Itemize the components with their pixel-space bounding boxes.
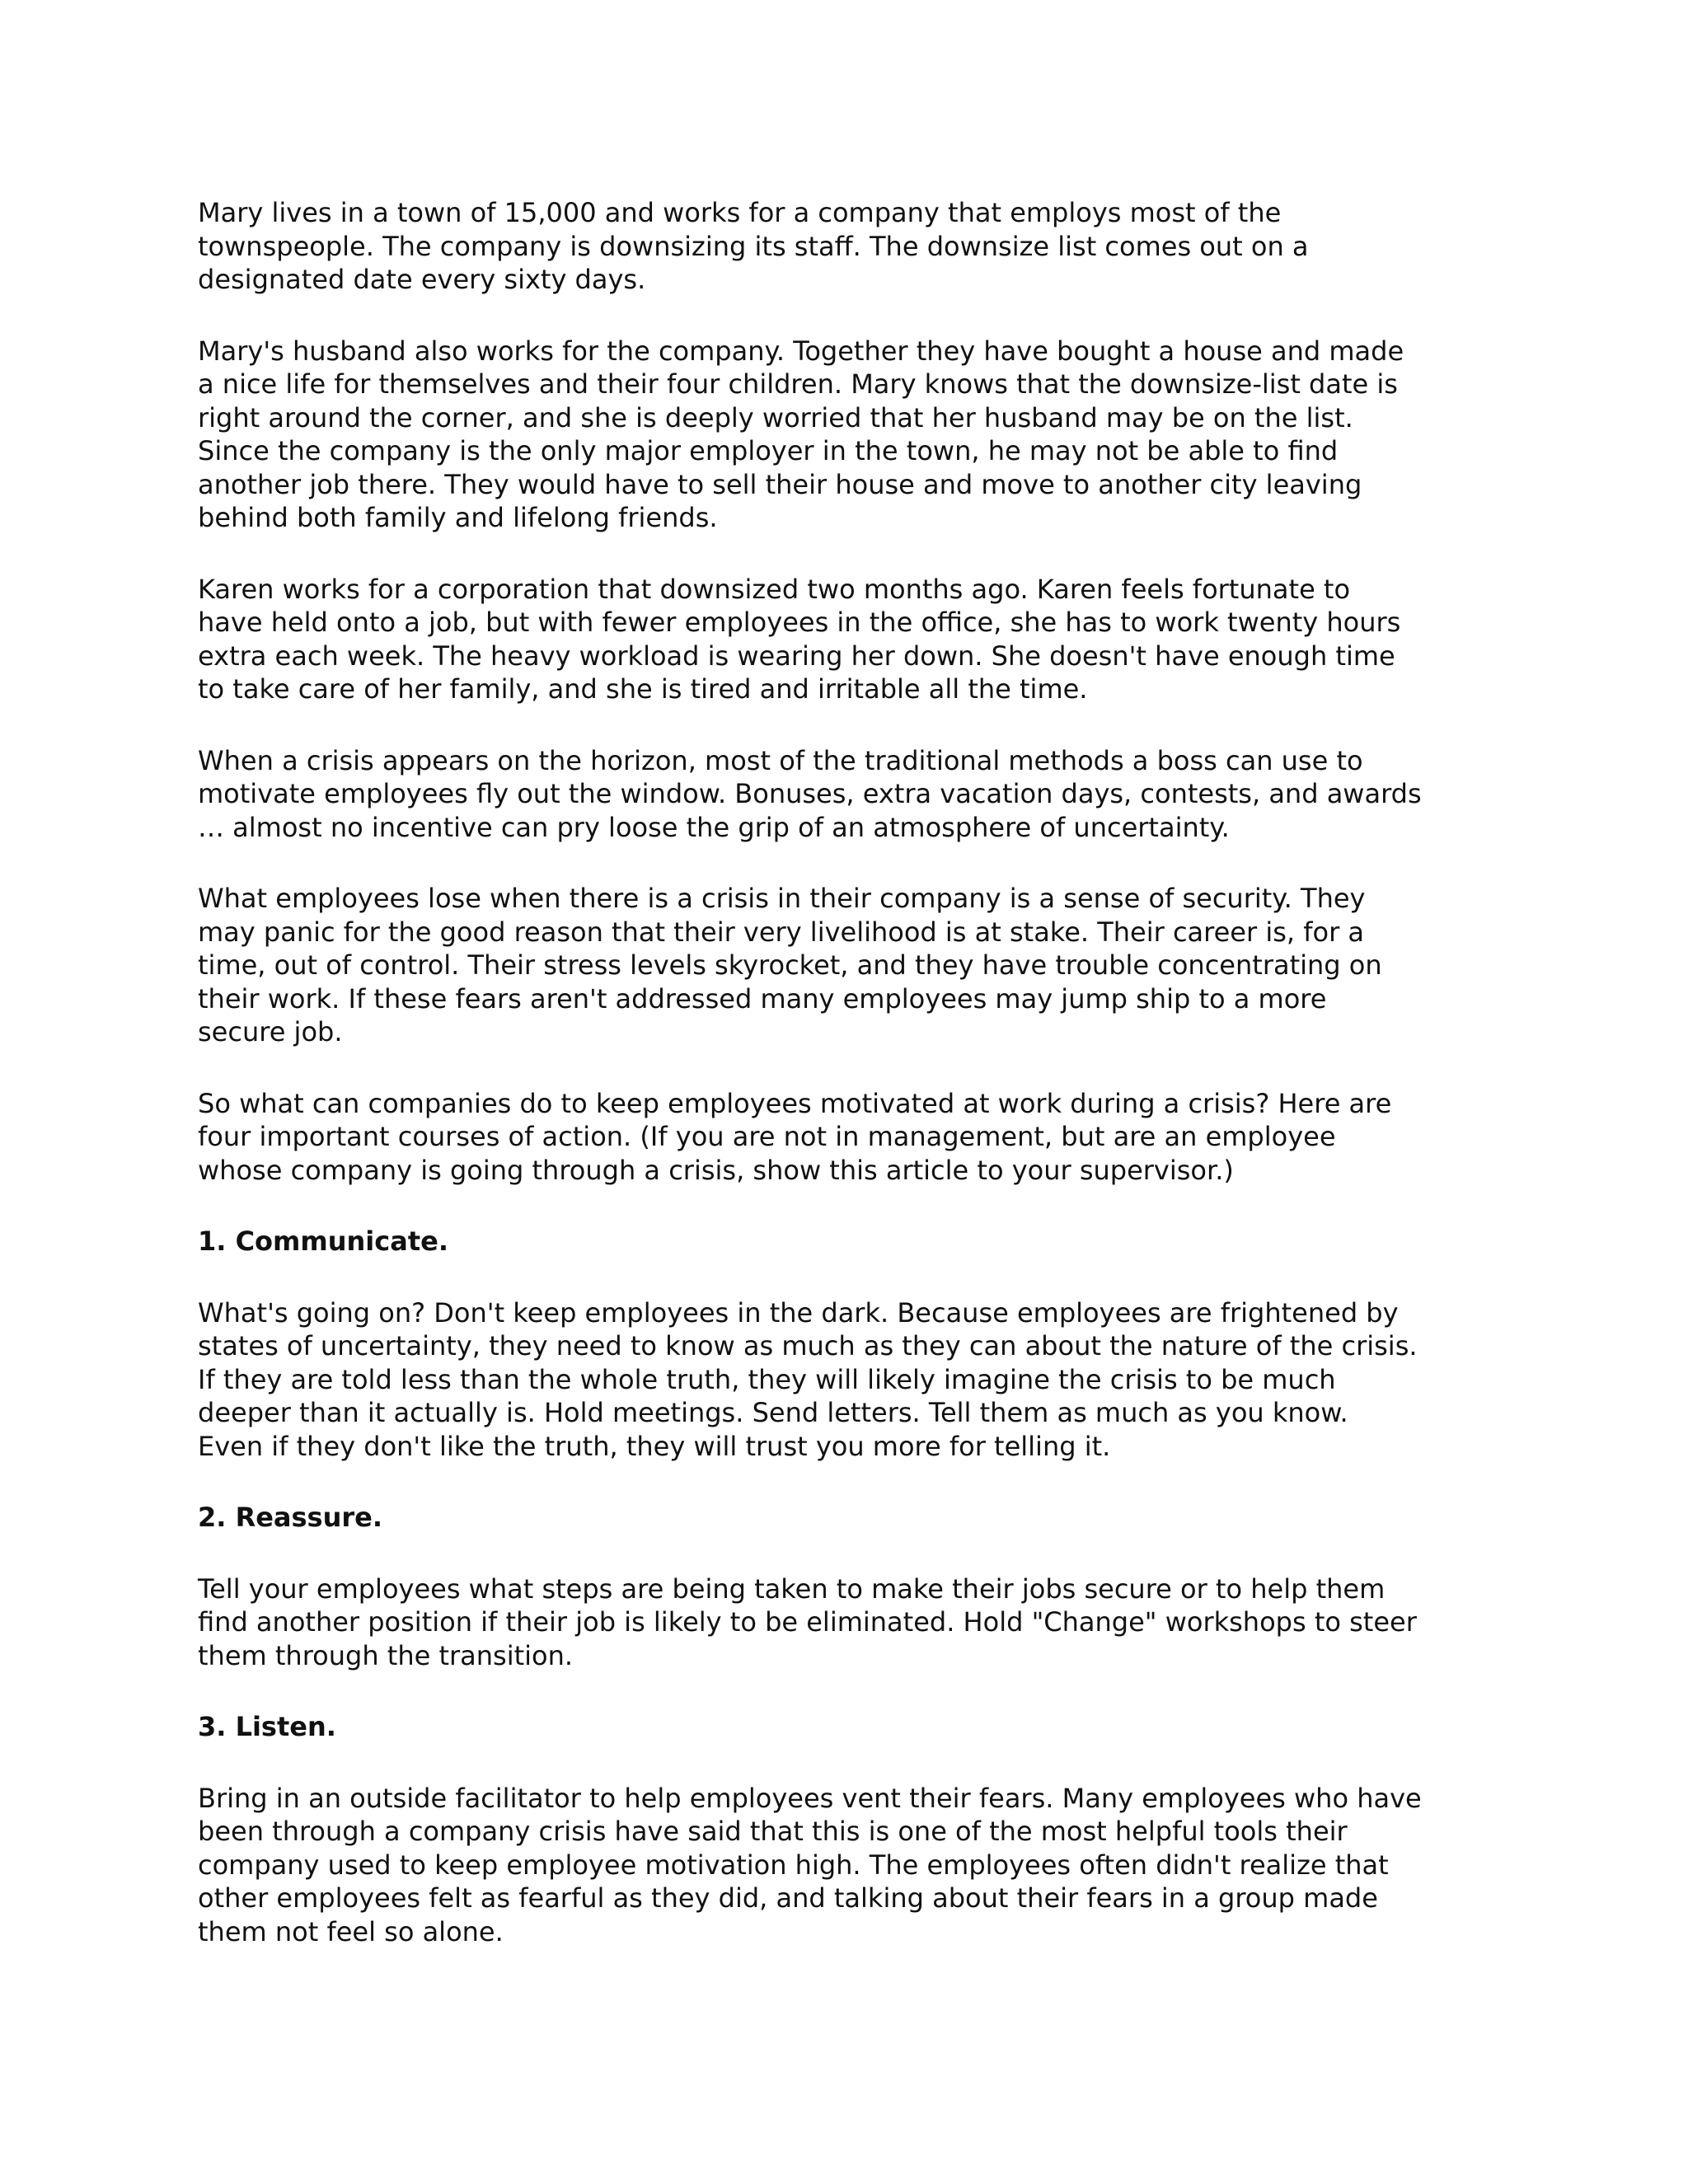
paragraph-sense-of-security: What employees lose when there is a crisis in their company is a sense of security. They may panic for the good reason that their very livelihood is at stake. Their career is, for a time, out of control. Their stress levels skyrocket, and they have trouble concentrating on their work. If these fears aren't addressed many employees may jump ship to a more secure job. (198, 883, 1382, 1047)
paragraph-mary-husband: Mary's husband also works for the company. Together they have bought a house and made a nice life for themselves and their four children. Mary knows that the downsize-list date is right around the corner, and she is deeply worried that her husband may be on the list. Since the company is the only major employer in the town, he may not be able to find another job there. They would have to sell their house and move to another city leaving behind both family and lifelong friends. (198, 335, 1404, 533)
section-body-listen: Bring in an outside facilitator to help employees vent their fears. Many employees who have been through a company crisis have said that this is one of the most helpful tools their company used to keep employee motivation high. The employees often didn't realize that other employees felt as fearful as they did, and talking about their fears in a group made them not feel so alone. (198, 1782, 1422, 1947)
document-page (198, 196, 1508, 1986)
section-body-communicate: What's going on? Don't keep employees in the dark. Because employees are frightened by states of uncertainty, they need to know as much as they can about the nature of the crisis. If they are told less than the whole truth, they will likely imagine the crisis to be much deeper than it actually is. Hold meetings. Send letters. Tell them as much as you know. Even if they don't like the truth, they will trust you more for telling it. (198, 1296, 1418, 1462)
section-heading-listen: 3. Listen. (198, 1711, 336, 1742)
paragraph-courses-of-action: So what can companies do to keep employees motivated at work during a crisis? Here are four important courses of action. (If you are not in management, but are an employee whose company is going through a crisis, show this article to your supervisor.) (198, 1087, 1392, 1186)
section-body-reassure: Tell your employees what steps are being taken to make their jobs secure or to help them find another position if their job is likely to be eliminated. Hold "Change" workshops to steer them through the transition. (198, 1572, 1417, 1671)
paragraph-crisis-horizon: When a crisis appears on the horizon, most of the traditional methods a boss can use to motivate employees fly out the window. Bonuses, extra vacation days, contests, and awards … almost no incentive can pry loose the grip of an atmosphere of uncertainty. (198, 744, 1422, 843)
section-heading-reassure: 2. Reassure. (198, 1502, 383, 1533)
paragraph-mary-town: Mary lives in a town of 15,000 and works for a company that employs most of the townspeople. The company is downsizing its staff. The downsize list comes out on a designated date every sixty days. (198, 197, 1309, 295)
paragraph-karen: Karen works for a corporation that downsized two months ago. Karen feels fortunate to have held onto a job, but with fewer employees in the office, she has to work twenty hours extra each week. The heavy workload is wearing her down. She doesn't have enough time to take care of her family, and she is tired and irritable all the time. (198, 573, 1401, 705)
section-heading-communicate: 1. Communicate. (198, 1226, 448, 1257)
